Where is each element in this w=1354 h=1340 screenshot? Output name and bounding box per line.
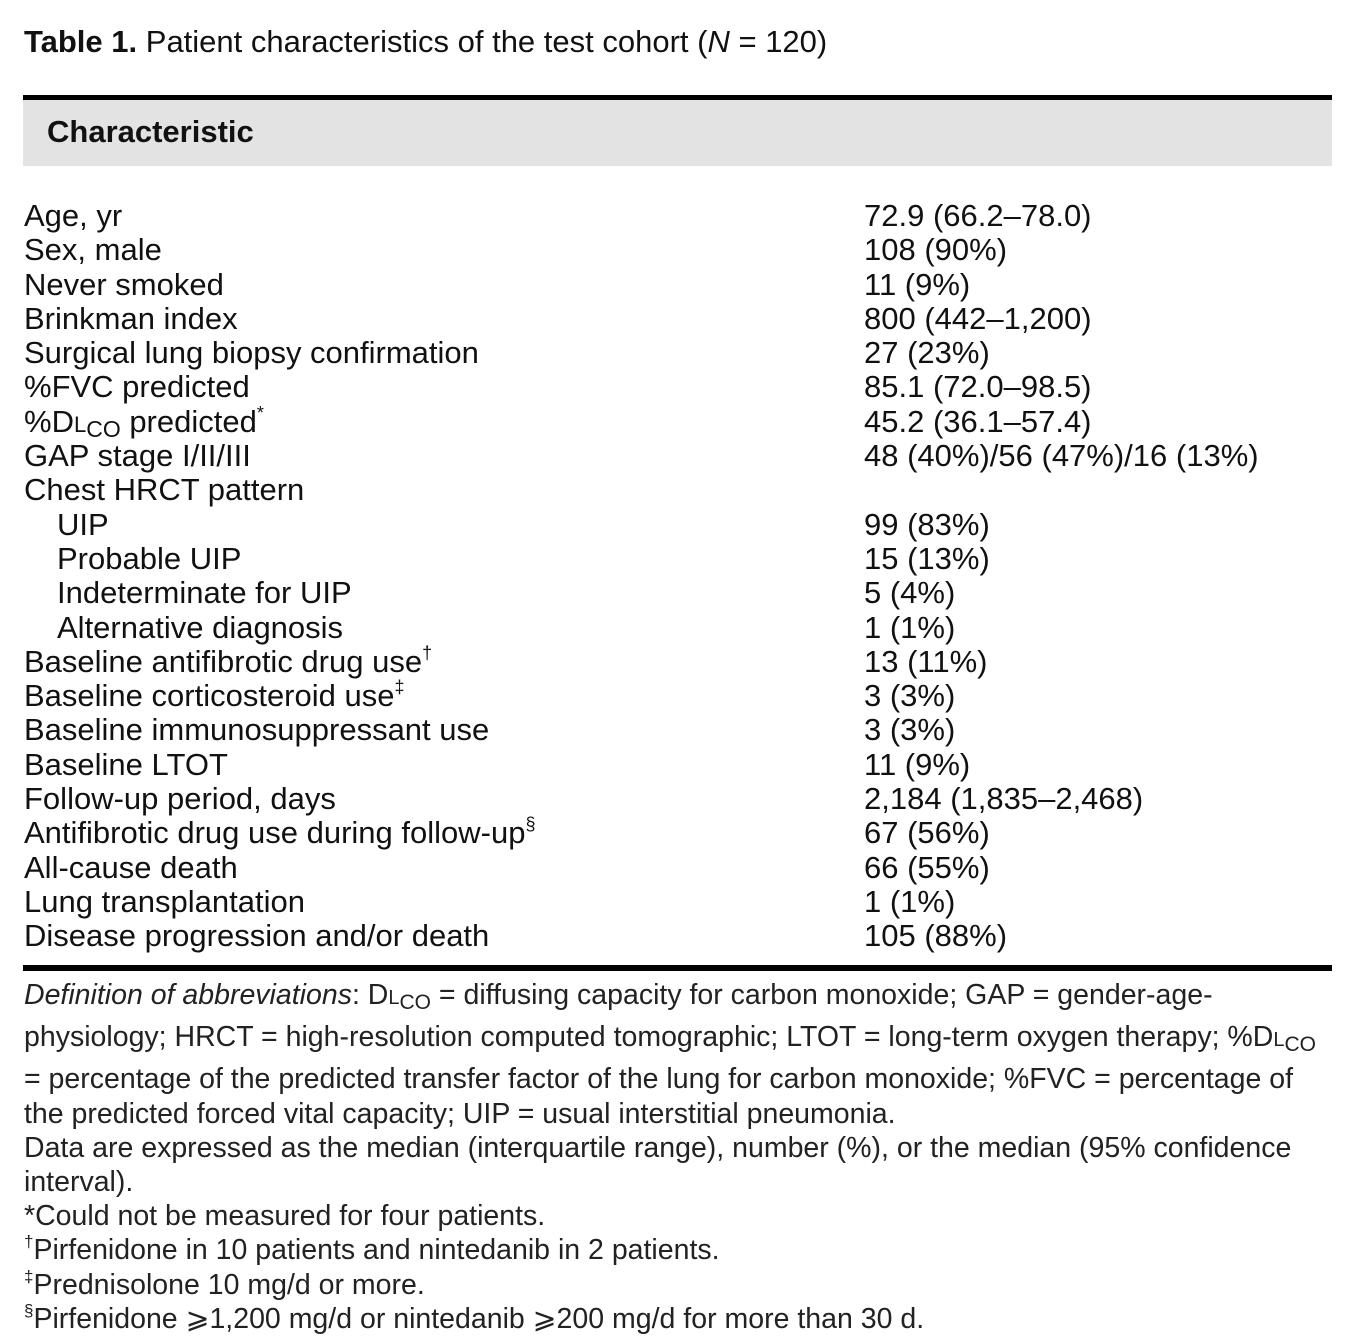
footnote-section — [24, 1302, 1334, 1336]
footnote-dagger — [24, 1233, 1334, 1267]
row-label: Baseline immunosuppressant use — [24, 712, 490, 748]
row-value: 67 (56%) — [864, 815, 990, 851]
footnote-text: Prednisolone 10 mg/d or more. — [33, 1268, 425, 1301]
row-value: 48 (40%)/56 (47%)/16 (13%) — [864, 438, 1259, 474]
table-footnotes — [24, 978, 1334, 1336]
row-value: 1 (1%) — [864, 609, 956, 645]
row-value: 45.2 (36.1–57.4) — [864, 403, 1092, 439]
row-value: 1 (1%) — [864, 883, 956, 919]
title-n-symbol: N — [707, 24, 730, 59]
dlco-subscript: CO — [86, 415, 121, 442]
table-row — [24, 713, 1334, 747]
row-value: 108 (90%) — [864, 232, 1008, 268]
row-value: 3 (3%) — [864, 712, 956, 748]
footnote-text: Pirfenidone in 10 patients and nintedanib in 2 patients. — [33, 1234, 720, 1267]
row-value: 13 (11%) — [864, 643, 988, 679]
abbreviations-lead: Definition of abbreviations — [24, 979, 352, 1011]
table-header — [23, 100, 1332, 166]
abbrev-text-2: = percentage of the predicted transfer factor of the lung for carbon monoxide; %FVC = percentage of the predicted forced vital capacity; UIP = usual interstitial pneumonia. — [24, 1063, 1294, 1130]
row-label: Baseline LTOT — [24, 746, 228, 782]
dlco-smallcap-l: L — [388, 987, 400, 1009]
table-row — [24, 402, 1334, 442]
footnote-asterisk — [24, 1199, 1334, 1233]
row-label-group — [24, 642, 433, 679]
footnote-mark: † — [24, 1232, 34, 1252]
row-label-group — [24, 816, 535, 850]
footnote-mark: § — [525, 814, 536, 835]
row-value: 11 (9%) — [864, 746, 971, 782]
dlco-subscript: CO — [399, 991, 431, 1014]
row-value: 27 (23%) — [864, 335, 990, 371]
row-label: %FVC predicted — [24, 369, 250, 405]
row-value: 99 (83%) — [864, 506, 990, 542]
dlco-subscript: CO — [1284, 1033, 1316, 1057]
row-label: Chest HRCT pattern — [24, 472, 305, 508]
row-label: UIP — [57, 506, 109, 542]
row-label: Baseline corticosteroid use — [24, 678, 395, 714]
row-value: 105 (88%) — [864, 918, 1008, 954]
row-label: Surgical lung biopsy confirmation — [24, 335, 479, 371]
abbrev-text-1: = diffusing capacity for carbon monoxide; GAP = gender-age-physiology; HRCT = high-resolution computed tomographic; LTOT = long-term oxygen therapy; %D — [24, 979, 1274, 1054]
row-label: All-cause death — [24, 849, 238, 885]
table-row — [24, 370, 1334, 404]
footnote-double-dagger — [24, 1268, 1334, 1302]
table-row — [24, 508, 1334, 542]
row-value: 3 (3%) — [864, 678, 956, 714]
row-label: Disease progression and/or death — [24, 918, 490, 954]
row-value: 800 (442–1,200) — [864, 300, 1092, 336]
row-value: 15 (13%) — [864, 540, 990, 576]
row-value: 11 (9%) — [864, 266, 971, 302]
footnote-mark: § — [24, 1300, 34, 1320]
table-row — [24, 851, 1334, 885]
row-label: Baseline antifibrotic drug use — [24, 643, 423, 679]
abbreviations-note — [24, 978, 1334, 1131]
row-value: 85.1 (72.0–98.5) — [864, 369, 1092, 405]
title-text-after: = 120) — [729, 24, 828, 59]
table-row — [24, 679, 1334, 713]
footnote-text: *Could not be measured for four patients. — [24, 1200, 546, 1233]
table-row — [24, 816, 1334, 850]
title-text-before: Patient characteristics of the test cohort ( — [145, 24, 708, 59]
row-value: 2,184 (1,835–2,468) — [864, 781, 1144, 817]
table-row — [24, 199, 1334, 233]
table-row — [24, 302, 1334, 336]
table-row — [24, 268, 1334, 302]
table-label: Table 1. — [24, 24, 138, 59]
table-row — [24, 542, 1334, 576]
row-label: Follow-up period, days — [24, 781, 336, 817]
data-expression-note: Data are expressed as the median (interquartile range), number (%), or the median (95% confidence interval). — [24, 1131, 1292, 1199]
row-label: Alternative diagnosis — [57, 609, 344, 645]
table-row — [24, 782, 1334, 816]
row-label: Indeterminate for UIP — [57, 575, 352, 611]
table-row — [24, 233, 1334, 267]
table-row — [24, 642, 1334, 679]
footnote-mark: * — [256, 402, 264, 423]
row-label: Sex, male — [24, 232, 162, 268]
dlco-smallcap-l: L — [1273, 1029, 1285, 1052]
table-row — [24, 336, 1334, 370]
table-title — [24, 22, 827, 62]
row-value: 72.9 (66.2–78.0) — [864, 198, 1092, 233]
row-label: Lung transplantation — [24, 883, 305, 919]
row-label: Age, yr — [24, 198, 123, 233]
table-row — [24, 919, 1334, 953]
table-bottom-rule — [23, 965, 1332, 971]
dlco-suffix: predicted — [120, 403, 257, 439]
table-row-group-header — [24, 473, 1334, 507]
dlco-smallcap-l: L — [73, 411, 87, 437]
row-value: 66 (55%) — [864, 849, 990, 885]
dlco-prefix: %D — [24, 403, 74, 439]
footnote-mark: ‡ — [24, 1266, 34, 1286]
row-label: Probable UIP — [57, 540, 242, 576]
row-label: Never smoked — [24, 266, 224, 302]
table-row — [24, 439, 1334, 473]
row-label: Brinkman index — [24, 300, 238, 336]
row-label: GAP stage I/II/III — [24, 438, 251, 474]
footnote-mark: ‡ — [394, 677, 405, 698]
column-header-characteristic: Characteristic — [47, 114, 254, 149]
abbrev-colon: : D — [351, 979, 389, 1011]
row-value: 5 (4%) — [864, 575, 956, 611]
table-row — [24, 611, 1334, 645]
row-label: Antifibrotic drug use during follow-up — [24, 815, 526, 851]
table-row — [24, 748, 1334, 782]
table-row — [24, 576, 1334, 610]
footnote-mark: † — [422, 642, 433, 663]
row-label-group — [24, 679, 405, 713]
footnote-text: Pirfenidone ⩾1,200 mg/d or nintedanib ⩾200 mg/d for more than 30 d. — [33, 1302, 925, 1335]
table-body — [24, 199, 1334, 954]
table-row — [24, 885, 1334, 919]
